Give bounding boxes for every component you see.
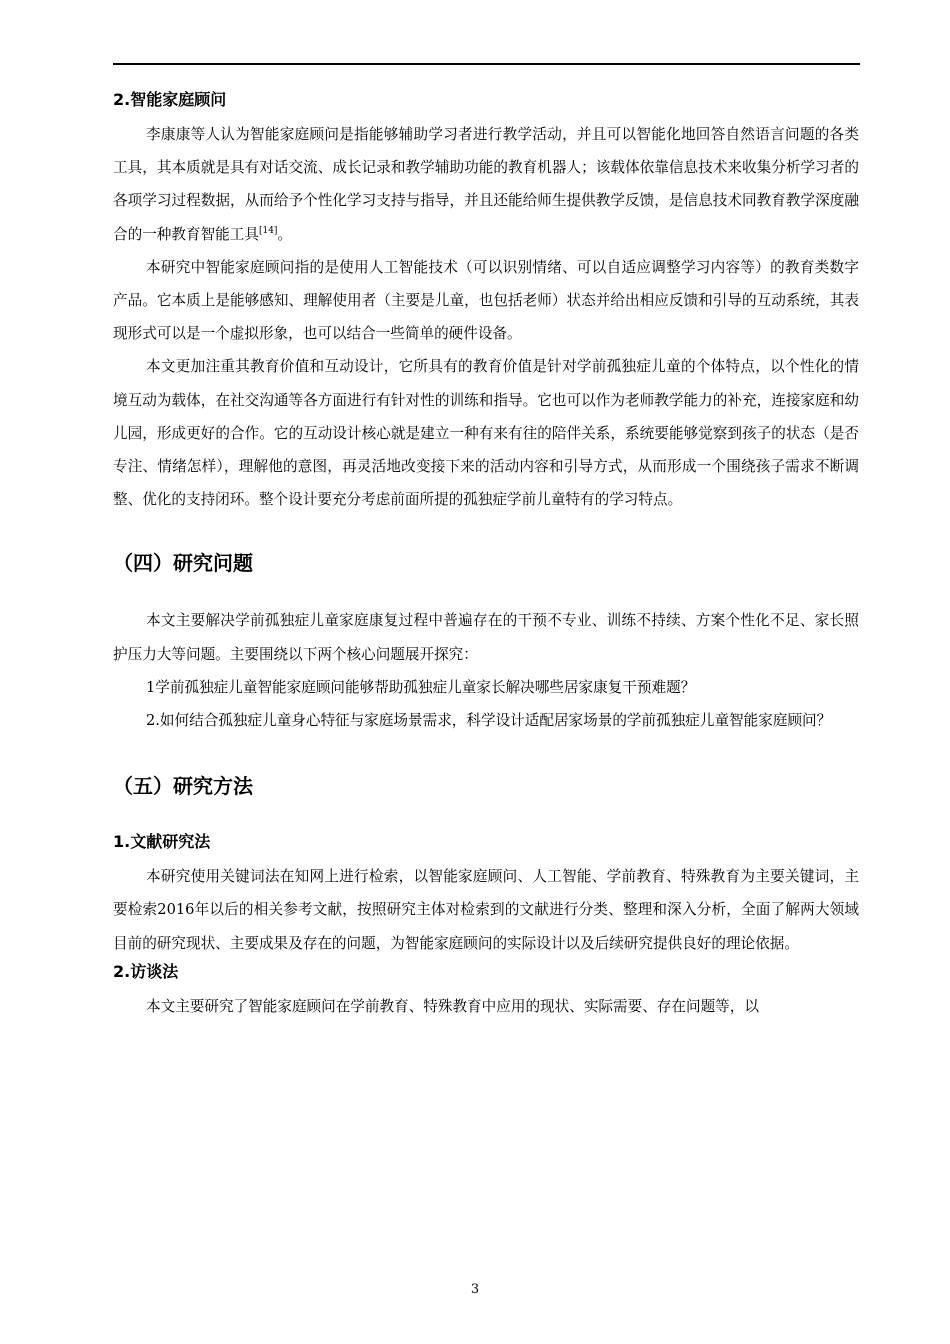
paragraph-research-problem: 本文主要解决学前孤独症儿童家庭康复过程中普遍存在的干预不专业、训练不持续、方案个性化不足、家长照护压力大等问题。主要围绕以下两个核心问题展开探究： <box>113 612 859 663</box>
heading-literature-method: 1.文献研究法 <box>113 832 211 852</box>
paragraph-definition-end: 。 <box>277 225 293 243</box>
research-question-2: 2.如何结合孤独症儿童身心特征与家庭场景需求，科学设计适配居家场景的学前孤独症儿童智能家庭顾问？ <box>146 712 832 730</box>
page-body <box>113 88 859 1023</box>
paragraph-educational-value: 本文更加注重其教育价值和互动设计，它所具有的教育价值是针对学前孤独症儿童的个体特点，以个性化的情境互动为载体，在社交沟通等各方面进行有针对性的训练和指导。它也可以作为老师教学能力的补充，连接家庭和幼儿园，形成更好的合作。它的互动设计核心就是建立一种有来有往的陪伴关系，系统要能够觉察到孩子的状态（是否专注、情绪怎样），理解他的意图，再灵活地改变接下来的活动内容和引导方式，从而形成一个围绕孩子需求不断调整、优化的支持闭环。整个设计要充分考虑前面所提的孤独症学前儿童特有的学习特点。 <box>113 358 859 509</box>
page-number: 3 <box>470 1282 480 1297</box>
paragraph-literature-method: 本研究使用关键词法在知网上进行检索，以智能家庭顾问、人工智能、学前教育、特殊教育为主要关键词，主要检索2016年以后的相关参考文献，按照研究主体对检索到的文献进行分类、整理和深入分析，全面了解两大领域目前的研究现状、主要成果及存在的问题，为智能家庭顾问的实际设计以及后续研究提供良好的理论依据。 <box>113 868 859 952</box>
header-rule <box>113 63 860 65</box>
citation-ref: [14] <box>258 225 278 236</box>
paragraph-study-definition: 本研究中智能家庭顾问指的是使用人工智能技术（可以识别情绪、可以自适应调整学习内容等）的教育类数字产品。它本质上是能够感知、理解使用者（主要是儿童，也包括老师）状态并给出相应反馈和引导的互动系统，其表现形式可以是一个虚拟形象，也可以结合一些简单的硬件设备。 <box>113 258 859 343</box>
paragraph-definition <box>113 118 859 251</box>
paragraph-interview-method: 本文主要研究了智能家庭顾问在学前教育、特殊教育中应用的现状、实际需要、存在问题等，以 <box>146 997 759 1015</box>
heading-interview-method: 2.访谈法 <box>113 961 179 981</box>
heading-research-methods: （五）研究方法 <box>113 774 253 799</box>
heading-smart-home-advisor: 2.智能家庭顾问 <box>113 90 227 109</box>
research-question-1: 1学前孤独症儿童智能家庭顾问能够帮助孤独症儿童家长解决哪些居家康复干预难题？ <box>146 678 696 696</box>
paragraph-definition-text: 李康康等人认为智能家庭顾问是指能够辅助学习者进行教学活动，并且可以智能化地回答自然语言问题的各类工具，其本质就是具有对话交流、成长记录和教学辅助功能的教育机器人；该载体依靠信息技术来收集分析学习者的各项学习过程数据，从而给予个性化学习支持与指导，并且还能给师生提供教学反馈，是信息技术同教育教学深度融合的一种教育智能工具 <box>113 126 859 243</box>
heading-research-questions: （四）研究问题 <box>113 551 253 576</box>
